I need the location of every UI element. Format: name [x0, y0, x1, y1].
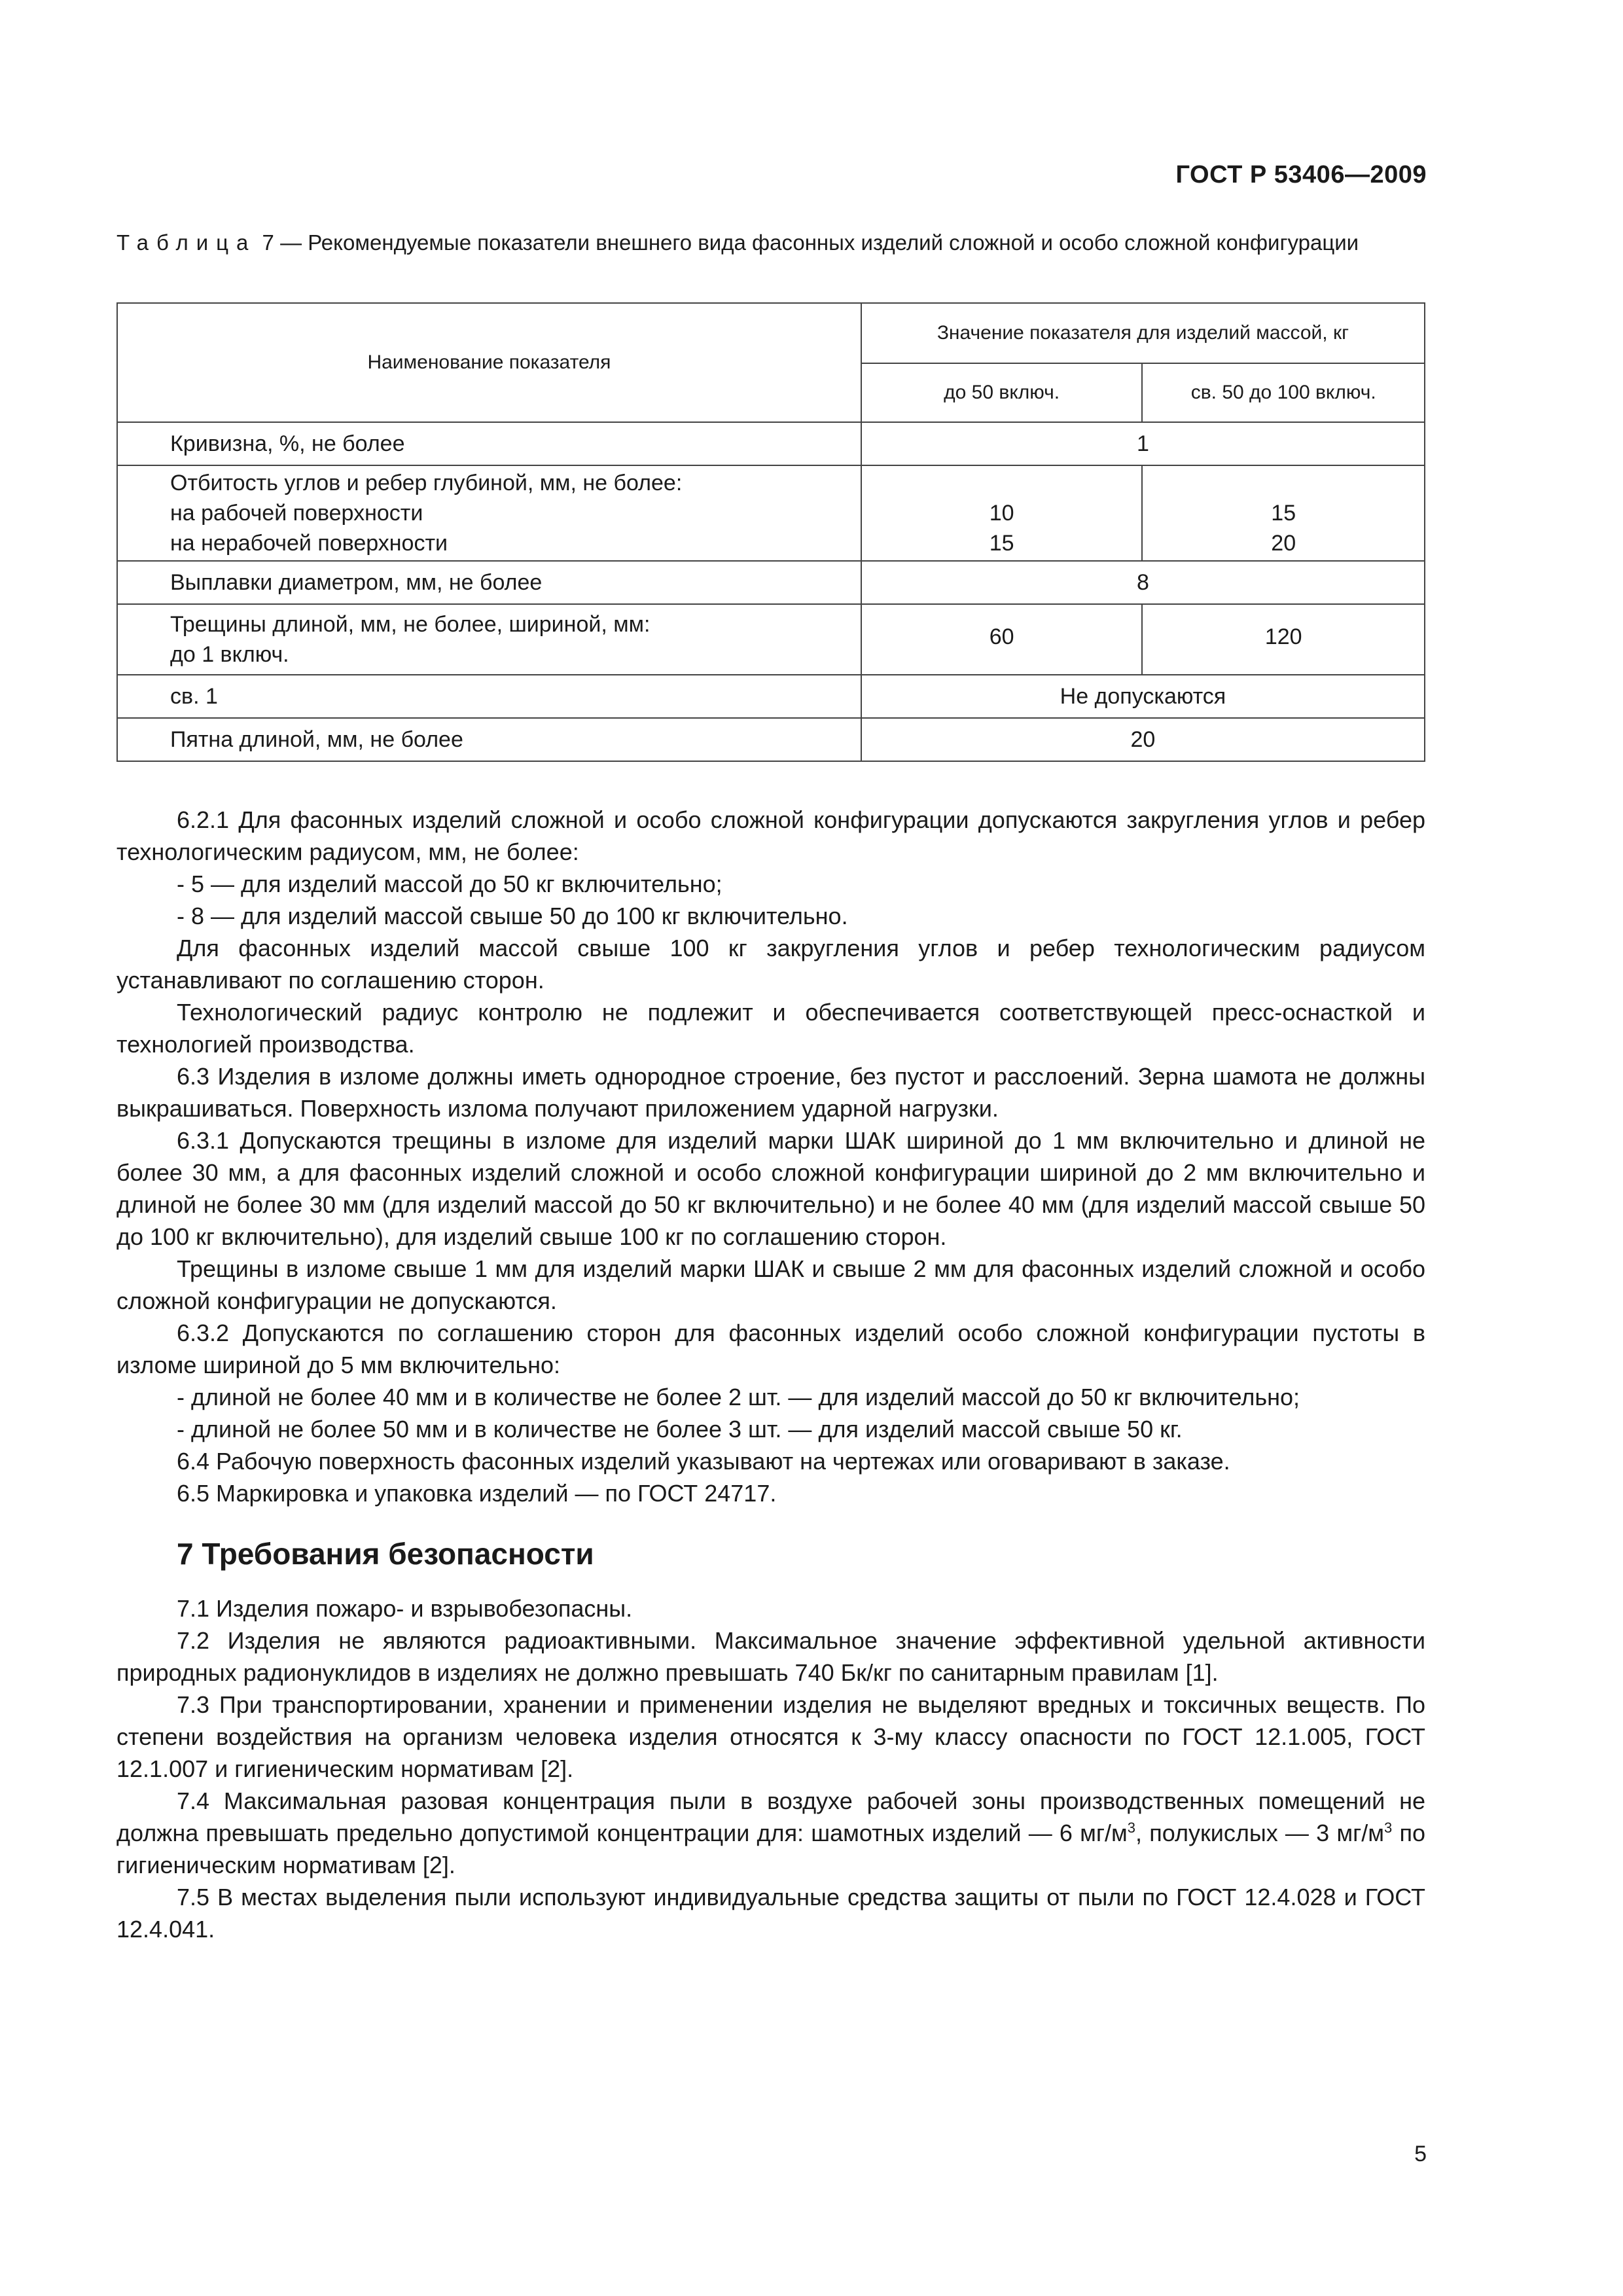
para-6-4: 6.4 Рабочую поверхность фасонных изделий указывают на чертежах или оговаривают в заказе. — [177, 1448, 1230, 1475]
para-6-3-1-b: Трещины в изломе свыше 1 мм для изделий марки ШАК и свыше 2 мм для фасонных изделий сложной и особо сложной конфигурации не допускаются. — [116, 1255, 1425, 1314]
cracks-up-to-1-value-50-to-100: 120 — [1142, 604, 1425, 675]
table-row — [117, 561, 1425, 604]
table-caption-text: 7 — Рекомендуемые показатели внешнего вида фасонных изделий сложной и особо сложной конфигурации — [256, 230, 1359, 255]
row-value-curvature: 1 — [861, 422, 1425, 465]
col-header-up-to-50: до 50 включ. — [861, 363, 1143, 422]
cracks-label: Трещины длиной, мм, не более, шириной, мм: — [170, 612, 651, 637]
table-row — [117, 422, 1425, 465]
row-name-curvature: Кривизна, %, не более — [117, 422, 861, 465]
para-6-3-1: 6.3.1 Допускаются трещины в изломе для изделий марки ШАК шириной до 1 мм включительно и длиной не более 30 мм, а для фасонных изделий сложной и особо сложной конфигурации шириной до 2 мм включительно и длиной не более 30 мм (для изделий массой до 50 кг включительно) и не более 40 мм (для изделий массой свыше 50 до 100 кг включительно), для изделий свыше 100 кг по соглашению сторон. — [116, 1127, 1425, 1250]
row-name-spots: Пятна длиной, мм, не более — [117, 718, 861, 761]
row-name-melts: Выплавки диаметром, мм, не более — [117, 561, 861, 604]
para-6-5: 6.5 Маркировка и упаковка изделий — по ГОСТ 24717. — [177, 1480, 777, 1507]
page-number: 5 — [1414, 2142, 1427, 2166]
para-6-2-1-b: Для фасонных изделий массой свыше 100 кг закругления углов и ребер технологическим радиусом устанавливают по соглашению сторон. — [116, 935, 1425, 994]
para-7-5: 7.5 В местах выделения пыли используют индивидуальные средства защиты от пыли по ГОСТ 12.4.028 и ГОСТ 12.4.041. — [116, 1884, 1425, 1943]
chipping-nonworking-surface: на нерабочей поверхности — [170, 531, 448, 556]
para-7-3: 7.3 При транспортировании, хранении и применении изделия не выделяют вредных и токсичных веществ. По степени воздействия на организм человека изделия относятся к 3-му классу опасности по ГОСТ 12.1.005, ГОСТ 12.1.007 и гигиеническим нормативам [2]. — [116, 1691, 1425, 1782]
document-code-header: ГОСТ Р 53406—2009 — [1175, 161, 1427, 188]
para-7-1: 7.1 Изделия пожаро- и взрывобезопасны. — [177, 1595, 633, 1622]
para-6-3-2: 6.3.2 Допускаются по соглашению сторон для фасонных изделий особо сложной конфигурации пустоты в изломе шириной до 5 мм включительно: — [116, 1319, 1425, 1378]
row-name-cracks — [117, 604, 861, 675]
para-6-3: 6.3 Изделия в изломе должны иметь однородное строение, без пустот и расслоений. Зерна шамота не должны выкрашиваться. Поверхность излома получают приложением ударной нагрузки. — [116, 1063, 1425, 1122]
para-6-3-2-dash-1: - длиной не более 40 мм и в количестве не более 2 шт. — для изделий массой до 50 кг включительно; — [177, 1384, 1300, 1410]
para-6-2-1: 6.2.1 Для фасонных изделий сложной и особо сложной конфигурации допускаются закругления углов и ребер технологическим радиусом, мм, не более: — [116, 806, 1425, 865]
para-7-2: 7.2 Изделия не являются радиоактивными. Максимальное значение эффективной удельной активности природных радионуклидов в изделиях не должно превышать 740 Бк/кг по санитарным правилам [1]. — [116, 1627, 1425, 1686]
row-name-chipping — [117, 465, 861, 561]
indicators-table — [116, 302, 1425, 762]
chipping-values-up-to-50 — [861, 465, 1143, 561]
para-6-2-1-c: Технологический радиус контролю не подлежит и обеспечивается соответствующей пресс-оснасткой и технологией производства. — [116, 999, 1425, 1058]
table-row — [117, 465, 1425, 561]
document-body — [116, 804, 1425, 1945]
table-caption-word: Таблица — [116, 230, 257, 255]
cracks-up-to-1: до 1 включ. — [170, 642, 289, 667]
row-value-melts: 8 — [861, 561, 1425, 604]
chipping-nonworking-50-to-100: 20 — [1271, 531, 1296, 556]
chipping-working-up-to-50: 10 — [989, 501, 1014, 526]
chipping-label: Отбитость углов и ребер глубиной, мм, не более: — [170, 471, 683, 495]
para-6-2-1-dash-2: - 8 — для изделий массой свыше 50 до 100 кг включительно. — [177, 903, 848, 929]
table-row — [117, 718, 1425, 761]
table-row — [117, 675, 1425, 718]
chipping-nonworking-up-to-50: 15 — [989, 531, 1014, 556]
row-value-cracks-over-1: Не допускаются — [861, 675, 1425, 718]
cracks-up-to-1-value-up-to-50: 60 — [861, 604, 1143, 675]
col-header-name: Наименование показателя — [117, 303, 861, 422]
chipping-working-surface: на рабочей поверхности — [170, 501, 423, 526]
chipping-values-50-to-100 — [1142, 465, 1425, 561]
chipping-working-50-to-100: 15 — [1271, 501, 1296, 526]
para-7-4: 7.4 Максимальная разовая концентрация пыли в воздухе рабочей зоны производственных помещений не должна превышать предельно допустимой концентрации для: шамотных изделий — 6 $мг/м^3$, полукислых — 3 $мг/м^3$ по гигиеническим нормативам [2]. — [116, 1787, 1425, 1878]
para-6-3-2-dash-2: - длиной не более 50 мм и в количестве не более 3 шт. — для изделий массой свыше 50 кг. — [177, 1416, 1183, 1443]
table-row — [117, 604, 1425, 675]
section-7-title: 7 Требования безопасности — [177, 1537, 594, 1571]
para-6-2-1-dash-1: - 5 — для изделий массой до 50 кг включительно; — [177, 870, 722, 897]
row-value-spots: 20 — [861, 718, 1425, 761]
row-name-cracks-over-1: св. 1 — [117, 675, 861, 718]
col-header-50-to-100: св. 50 до 100 включ. — [1142, 363, 1425, 422]
col-header-value-group: Значение показателя для изделий массой, кг — [861, 303, 1425, 363]
table-caption — [116, 229, 1425, 257]
